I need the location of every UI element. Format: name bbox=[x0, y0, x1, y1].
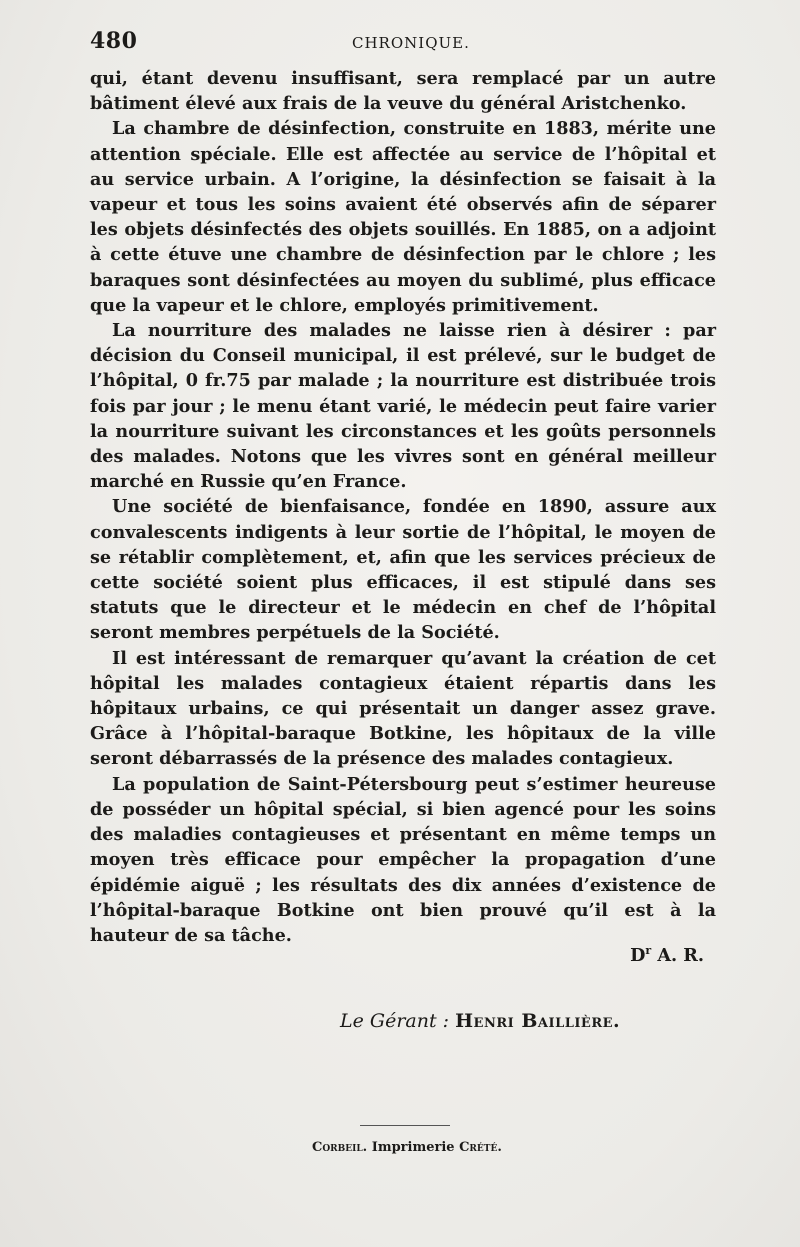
printer-line bbox=[312, 1140, 502, 1155]
footer-rule bbox=[360, 1125, 450, 1126]
signature-initials: A. R. bbox=[657, 944, 704, 966]
running-head: CHRONIQUE. bbox=[352, 34, 470, 52]
gerant-name: Henri Baillière. bbox=[455, 1010, 621, 1032]
signature-title: D bbox=[630, 944, 646, 966]
paragraph-5: Il est intéressant de remarquer qu’avant la création de cet hôpital les malades contagieux étaient répartis dans les hôpitaux urbains, ce qui présentait un danger assez grave. Grâce à l’hôpital-baraque Botkine, les hôpitaux de la ville seront débarrassés de la présence des malades contagieux. bbox=[90, 647, 716, 770]
signature-title-sup: r bbox=[645, 944, 652, 957]
paragraph-3: La nourriture des malades ne laisse rien à désirer : par décision du Conseil municipal, il est prélevé, sur le budget de l’hôpital, 0 fr.75 par malade ; la nourriture est distribuée trois fois par jour ; le menu étant varié, le médecin peut faire varier la nourriture suivant les circonstances et les goûts personnels des malades. Notons que les vivres sont en général meilleur marché en Russie qu’en France. bbox=[90, 320, 716, 493]
paragraph-4: Une société de bienfaisance, fondée en 1890, assure aux convalescents indigents à leur sortie de l’hôpital, le moyen de se rétablir complètement, et, afin que les services précieux de cette société soient plus efficaces, il est stipulé dans ses statuts que le directeur et le médecin en chef de l’hôpital seront membres perpétuels de la Société. bbox=[90, 496, 716, 644]
paragraph-6: La population de Saint-Pétersbourg peut s’estimer heureuse de posséder un hôpital spécial, si bien agencé pour les soins des maladies contagieuses et présentant en même temps un moyen très efficace pour empêcher la propagation d’une épidémie aiguë ; les résultats des dix années d’existence de l’hôpital-baraque Botkine ont bien prouvé qu’il est à la hauteur de sa tâche. bbox=[90, 773, 716, 946]
printer-name: Crété. bbox=[459, 1140, 502, 1155]
page-header bbox=[90, 24, 720, 58]
gerant-label: Le Gérant : bbox=[340, 1010, 450, 1032]
gerant-line bbox=[340, 1010, 620, 1032]
body-text bbox=[90, 66, 716, 948]
printer-text: Imprimerie bbox=[371, 1140, 455, 1155]
paragraph-1: qui, étant devenu insuffisant, sera remplacé par un autre bâtiment élevé aux frais de la veuve du général Aristchenko. bbox=[90, 68, 716, 115]
author-signature bbox=[630, 944, 704, 966]
page-number: 480 bbox=[90, 28, 138, 54]
printer-city: Corbeil. bbox=[312, 1140, 368, 1155]
paragraph-2: La chambre de désinfection, construite en 1883, mérite une attention spéciale. Elle est affectée au service de l’hôpital et au service urbain. A l’origine, la désinfection se faisait à la vapeur et tous les soins avaient été observés afin de séparer les objets désinfectés des objets souillés. En 1885, on a adjoint à cette étuve une chambre de désinfection par le chlore ; les baraques sont désinfectées au moyen du sublimé, plus efficace que la vapeur et le chlore, employés primitivement. bbox=[90, 118, 716, 316]
